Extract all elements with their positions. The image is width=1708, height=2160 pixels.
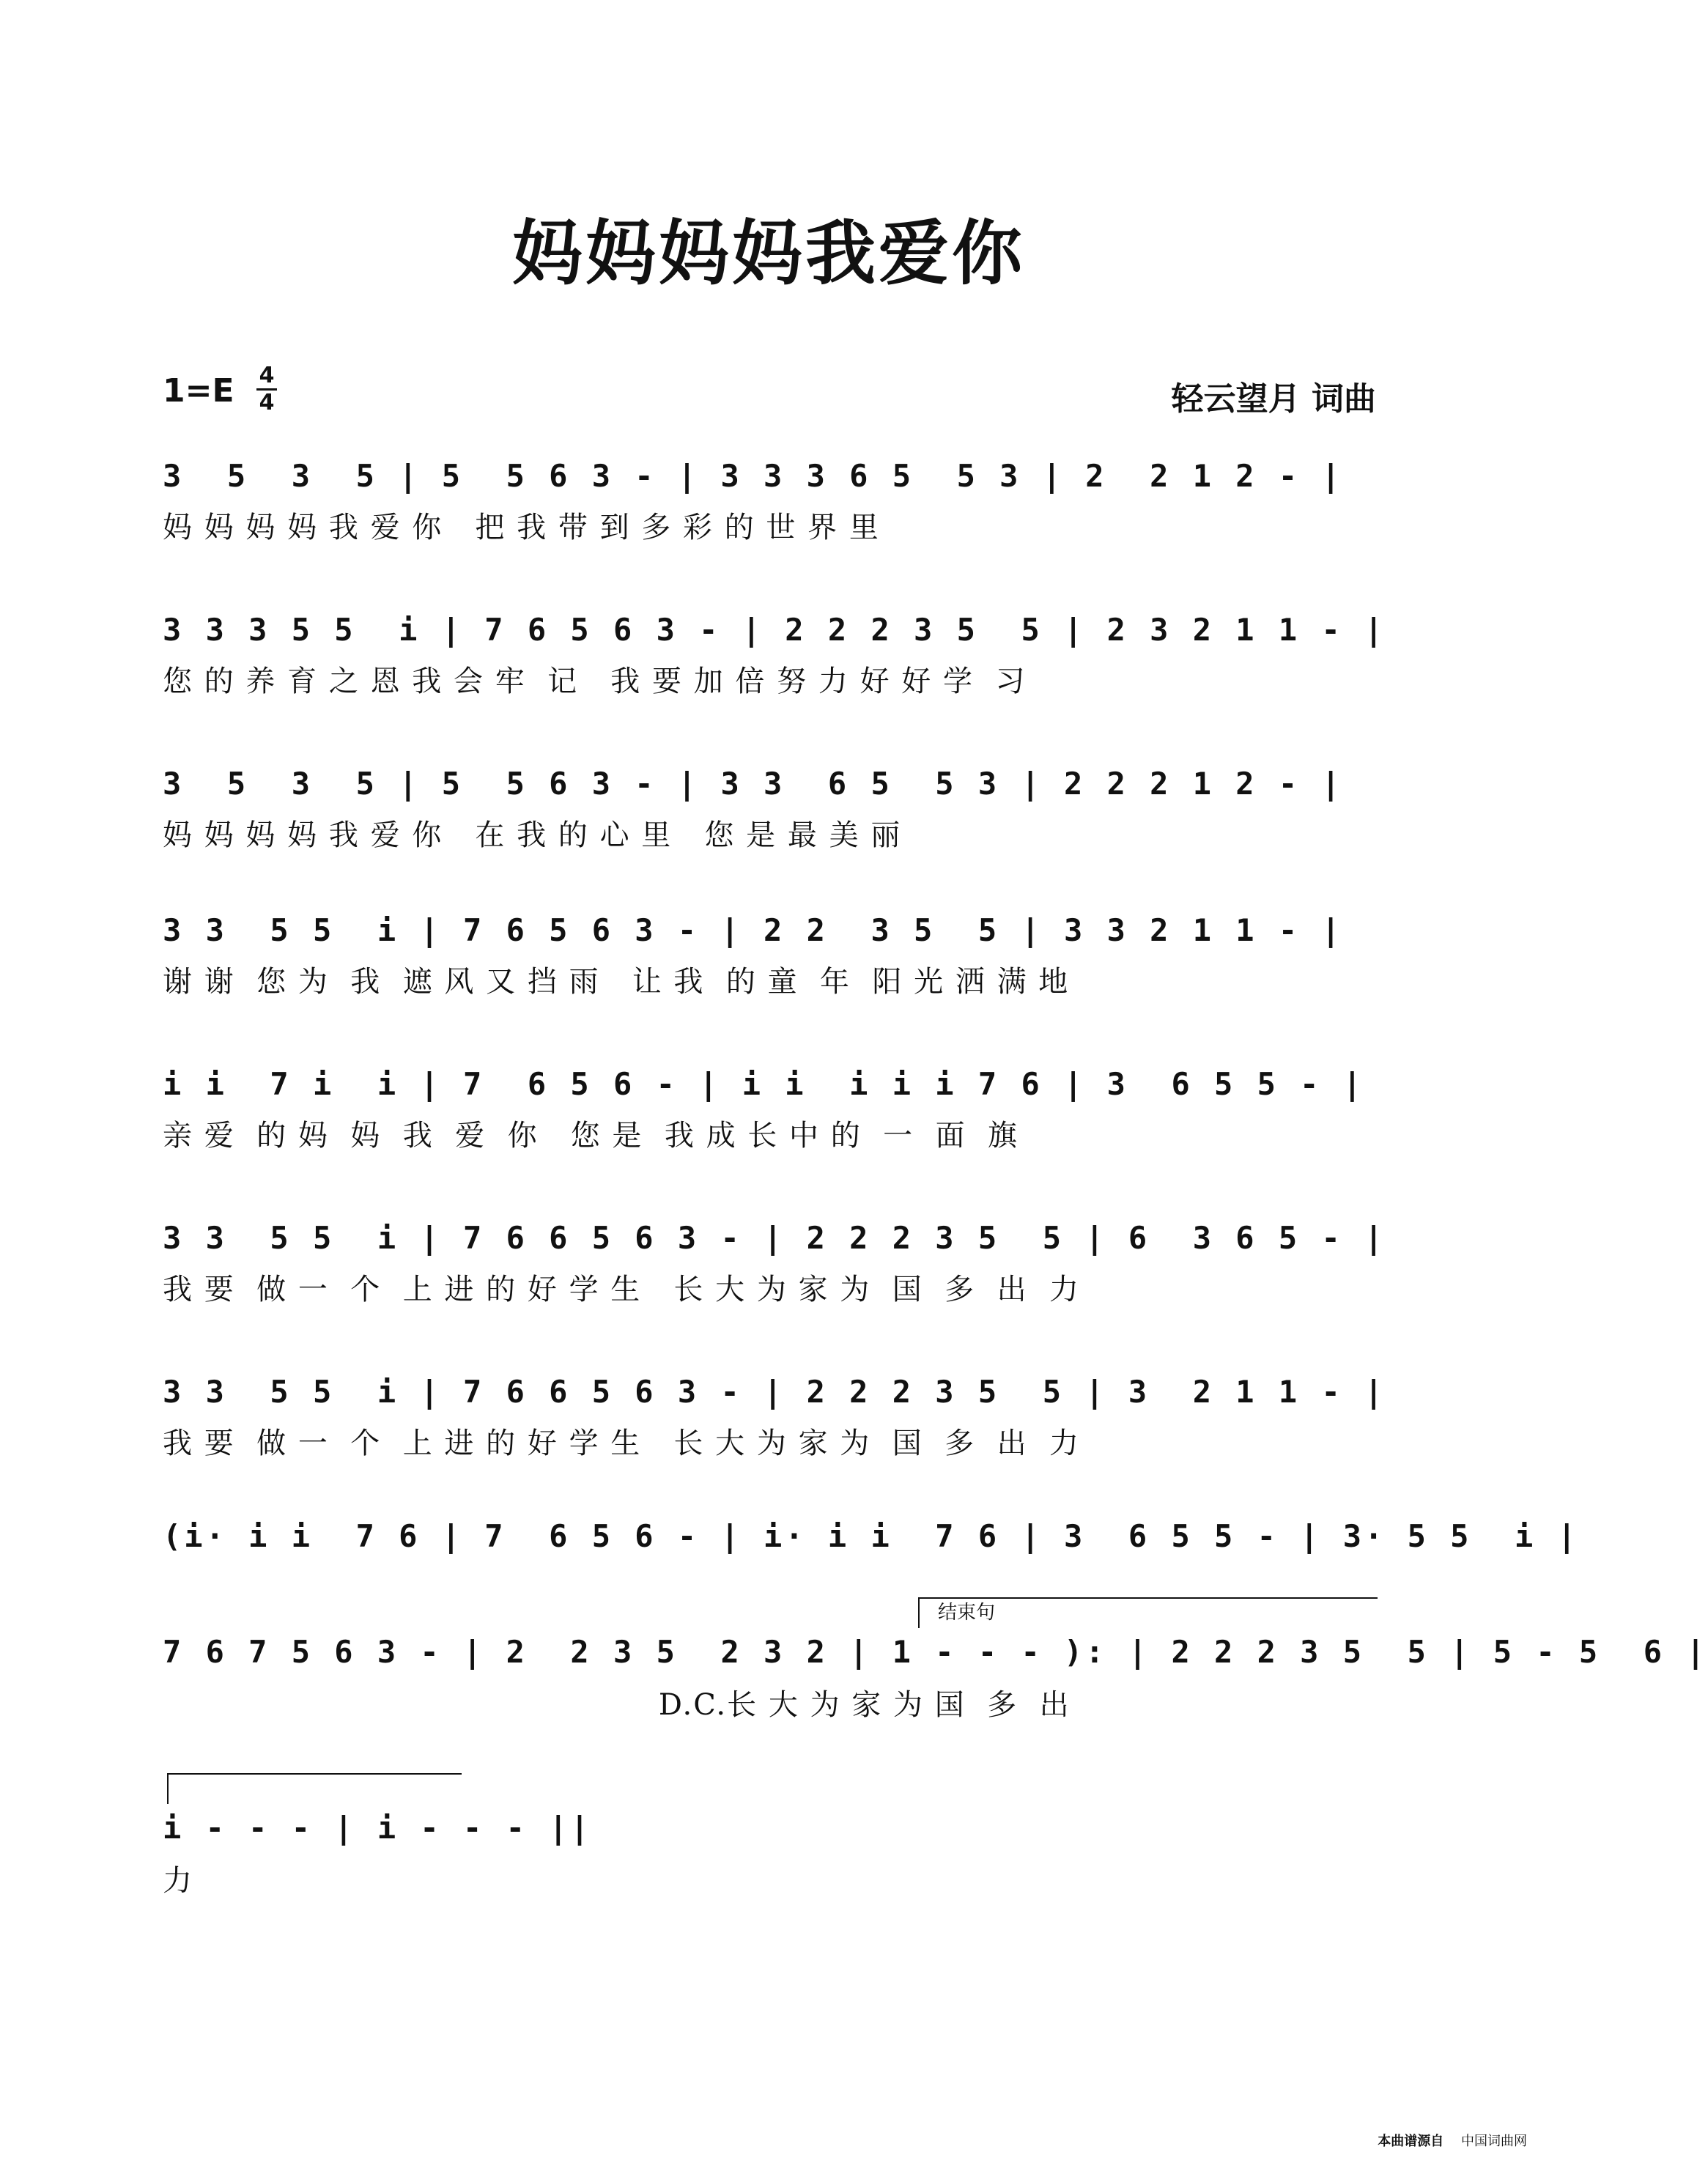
notation-line-1: 3 5 3 5 | 5 5 6 3 - | 3 3 3 6 5 5 3 | 2 2 1 2 - | xyxy=(163,458,1343,494)
footer-source-label: 本曲谱源自 xyxy=(1378,2134,1444,2149)
author-credit: 轻云望月 词曲 xyxy=(1171,380,1376,418)
notation-line-8: (i· i i 7 6 | 7 6 5 6 - | i· i i 7 6 | 3 6 5 5 - | 3· 5 5 i | xyxy=(163,1518,1579,1554)
lyrics-line-7: 我 要 做 一 个 上 进 的 好 学 生 长 大 为 家 为 国 多 出 力 xyxy=(163,1427,1081,1460)
notation-line-9: 7 6 7 5 6 3 - | 2 2 3 5 2 3 2 | 1 - - - ): | 2 2 2 3 5 5 | 5 - 5 6 | xyxy=(163,1634,1708,1670)
lyrics-line-9: D.C.长 大 为 家 为 国 多 出 xyxy=(163,1688,1071,1722)
footer xyxy=(1378,2131,1527,2150)
lyrics-line-6: 我 要 做 一 个 上 进 的 好 学 生 长 大 为 家 为 国 多 出 力 xyxy=(163,1273,1081,1306)
lyrics-line-2: 您 的 养 育 之 恩 我 会 牢 记 我 要 加 倍 努 力 好 好 学 习 xyxy=(163,665,1027,698)
time-signature-bottom: 4 xyxy=(259,390,275,415)
lyrics-line-3: 妈 妈 妈 妈 我 爱 你 在 我 的 心 里 您 是 最 美 丽 xyxy=(163,818,902,852)
notation-line-6: 3 3 5 5 i | 7 6 6 5 6 3 - | 2 2 2 3 5 5 | 6 3 6 5 - | xyxy=(163,1220,1386,1256)
volta-label: 结束句 xyxy=(938,1602,996,1624)
time-signature xyxy=(256,365,277,414)
lyrics-line-10: 力 xyxy=(163,1864,193,1898)
lyrics-line-1: 妈 妈 妈 妈 我 爱 你 把 我 带 到 多 彩 的 世 界 里 xyxy=(163,511,880,544)
lyrics-line-4: 谢 谢 您 为 我 遮 风 又 挡 雨 让 我 的 童 年 阳 光 洒 满 地 xyxy=(163,965,1070,999)
key-signature: 1=E xyxy=(163,372,234,410)
song-title: 妈妈妈妈我爱你 xyxy=(512,212,1025,295)
notation-line-3: 3 5 3 5 | 5 5 6 3 - | 3 3 6 5 5 3 | 2 2 2 1 2 - | xyxy=(163,766,1343,802)
notation-line-10: i - - - | i - - - || xyxy=(163,1810,592,1846)
ending-bracket xyxy=(167,1773,462,1804)
time-signature-top: 4 xyxy=(259,363,275,388)
notation-line-7: 3 3 5 5 i | 7 6 6 5 6 3 - | 2 2 2 3 5 5 | 3 2 1 1 - | xyxy=(163,1374,1386,1410)
footer-site: 中国词曲网 xyxy=(1461,2134,1527,2149)
notation-line-4: 3 3 5 5 i | 7 6 5 6 3 - | 2 2 3 5 5 | 3 3 2 1 1 - | xyxy=(163,912,1343,948)
lyrics-line-5: 亲 爱 的 妈 妈 我 爱 你 您 是 我 成 长 中 的 一 面 旗 xyxy=(163,1119,1019,1153)
notation-line-5: i i 7 i i | 7 6 5 6 - | i i i i i 7 6 | 3 6 5 5 - | xyxy=(163,1066,1365,1102)
notation-line-2: 3 3 3 5 5 i | 7 6 5 6 3 - | 2 2 2 3 5 5 | 2 3 2 1 1 - | xyxy=(163,612,1386,648)
